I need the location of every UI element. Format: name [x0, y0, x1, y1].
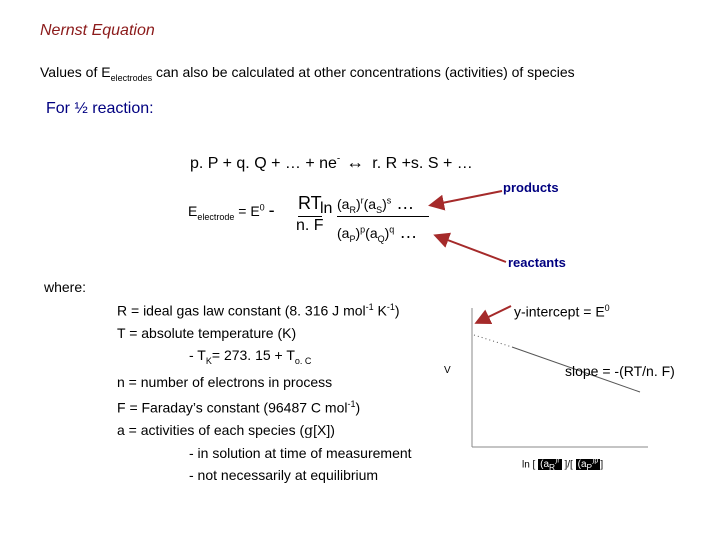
def-a: a = activities of each species (g[X])	[117, 422, 335, 440]
def-a-note1: - in solution at time of measurement	[189, 445, 412, 462]
products-label: products	[503, 180, 559, 195]
intro-text: Values of $E_{electrodes}$ can also be calculated at other concentrations (activities) of species	[40, 64, 575, 83]
definitions-list	[117, 296, 412, 486]
reactants-label: reactants	[508, 255, 566, 270]
half-reaction-heading: For ½ reaction:	[46, 100, 154, 117]
y-intercept-label: y-intercept = $E^0$	[514, 303, 610, 320]
def-f: F = Faraday’s constant (96487 C mol$^{-1}$)	[117, 399, 361, 417]
slope-label: slope = -(RT/n. F)	[565, 363, 675, 379]
def-a-note2: - not necessarily at equilibrium	[189, 467, 379, 484]
reactants-arrow-icon	[437, 236, 506, 262]
equation-lhs: $E_{electrode} = E^0$ -	[188, 200, 275, 222]
equation-nf: n. F	[296, 217, 324, 234]
reaction-equation: p. P + q. Q + … + ne- ↔ r. R +s. S + …	[190, 152, 473, 172]
equation-ln: ln	[320, 200, 333, 217]
slide-title: Nernst Equation	[40, 22, 155, 39]
y-intercept-arrow-icon	[478, 306, 511, 322]
def-tk: - $T_K= 273$. $15 + T_{o. C}$	[189, 346, 312, 366]
equation-denominator: $(a_P)^p(a_Q)^q$ …	[337, 222, 418, 244]
def-n: n = number of electrons in process	[117, 374, 333, 391]
graph-x-label: ln [ ($a_R^{)r}$ ]/[ ($a_P^{)p}$ ]	[522, 458, 604, 473]
def-r: R = ideal gas law constant (8. 316 J mol$^{-1}$ $K^{-1}$)	[117, 302, 400, 319]
equation-numerator: $(a_R)^r(a_S)^s$ …	[337, 193, 415, 215]
products-arrow-icon	[432, 191, 502, 205]
equation-rt: RT	[298, 193, 322, 213]
graph-y-label: V	[444, 365, 451, 376]
equilibrium-arrow-icon: ↔	[346, 152, 365, 172]
def-t: T = absolute temperature (K)	[117, 324, 297, 341]
where-label: where:	[44, 279, 87, 295]
extrapolation-line	[474, 335, 512, 347]
